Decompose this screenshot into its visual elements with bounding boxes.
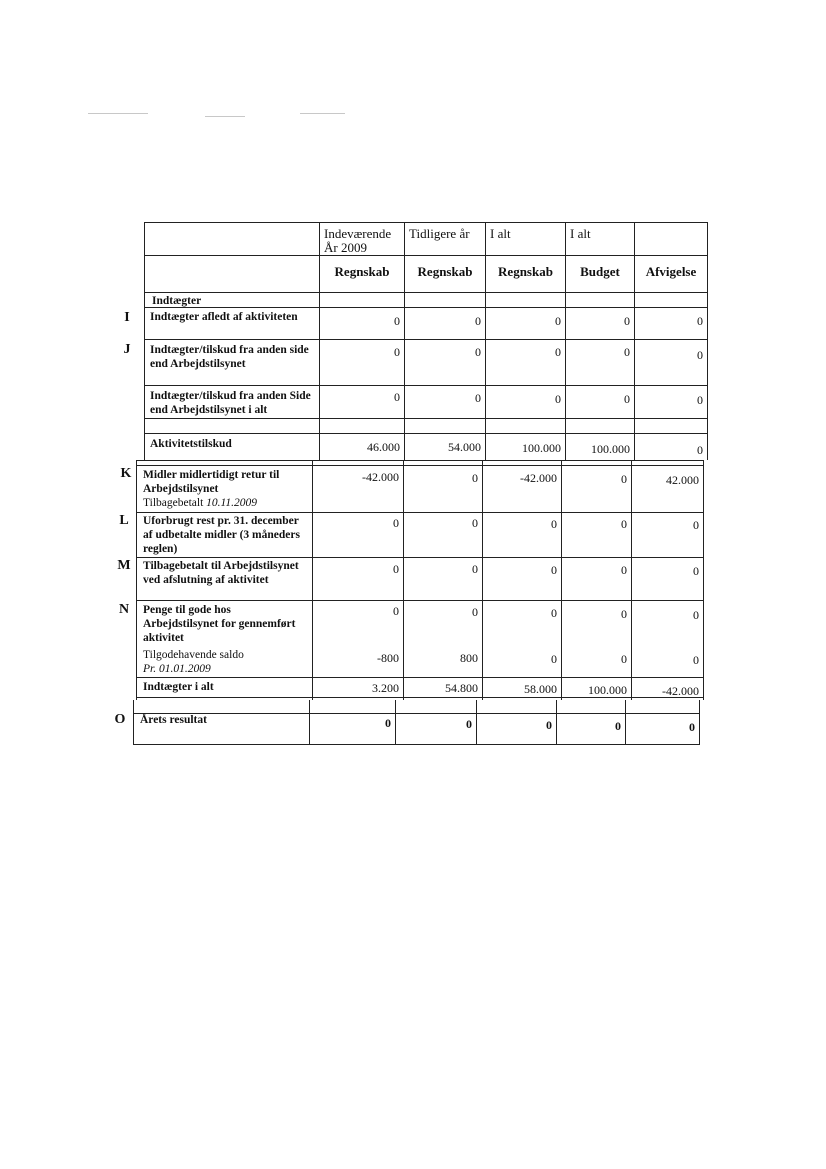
row-j-total-value: 0 [555,392,561,406]
row-i-value: 0 [697,314,703,328]
activity-grant-value: 100.000 [591,442,630,456]
row-label-income-total: Indtægter i alt [143,681,214,693]
scan-mark [88,113,148,114]
col1-type-header: Regnskab [334,264,390,279]
row-label-m: Tilbagebetalt til Arbejdstilsynet ved afslutning af aktivitet [143,560,299,586]
n-balance-value: 0 [621,652,627,666]
row-letter-j: J [123,342,131,357]
row-i-value: 0 [394,314,400,328]
row-o-value: 0 [466,717,472,731]
income-total-value: 100.000 [588,683,627,697]
scan-mark [300,113,345,114]
row-i-value: 0 [624,314,630,328]
row-i-value: 0 [555,314,561,328]
row-n-value: 0 [621,607,627,621]
row-label-i: Indtægter afledt af aktiviteten [150,311,298,323]
row-o-value: 0 [689,720,695,734]
col4-type-header: Budget [580,264,620,279]
col2-type-header: Regnskab [417,264,473,279]
income-total-value: 54.800 [445,681,478,695]
row-label-l: Uforbrugt rest pr. 31. december af udbetalte midler (3 måneders reglen) [143,515,300,555]
n-balance-value: 0 [551,652,557,666]
row-j-value: 0 [624,345,630,359]
row-m-value: 0 [621,563,627,577]
n-balance-date: Pr. 01.01.2009 [143,663,211,675]
row-j-total-value: 0 [475,391,481,405]
row-j-value: 0 [555,345,561,359]
row-label-o: Årets resultat [140,714,207,726]
row-label-j: Indtægter/tilskud fra anden side end Arbejdstilsynet [150,344,309,370]
row-i-value: 0 [475,314,481,328]
row-n-value: 0 [472,605,478,619]
row-label-j-total: Indtægter/tilskud fra anden Side end Arbejdstilsynet i alt [150,390,311,416]
row-j-value: 0 [697,348,703,362]
n-balance-value: 800 [460,651,478,665]
row-l-value: 0 [621,517,627,531]
n-balance-value: -800 [377,651,399,665]
row-o-value: 0 [546,718,552,732]
income-total-value: -42.000 [662,684,699,698]
row-k-note-date: 10.11.2009 [206,497,258,509]
row-letter-i: I [124,310,130,325]
scan-mark [205,116,245,117]
row-m-value: 0 [393,562,399,576]
row-j-total-value: 0 [394,390,400,404]
row-letter-m: M [117,558,131,573]
row-k-value: 0 [621,472,627,486]
income-total-value: 3.200 [372,681,399,695]
activity-grant-value: 54.000 [448,440,481,454]
row-k-value: 42.000 [666,473,699,487]
row-j-value: 0 [475,345,481,359]
col3-period-header: I alt [490,226,511,241]
row-o-value: 0 [385,716,391,730]
row-label-n: Penge til gode hos Arbejdstilsynet for gennemført aktivitet [143,604,296,644]
n-balance-label: Tilgodehavende saldo [143,649,244,661]
activity-grant-value: 46.000 [367,440,400,454]
col2-period-header: Tidligere år [409,226,470,241]
row-k-value: -42.000 [520,471,557,485]
row-k-label-text: Midler midlertidigt retur til Arbejdstilsynet [143,469,280,495]
row-l-value: 0 [693,518,699,532]
row-k-value: -42.000 [362,470,399,484]
n-balance-value: 0 [693,653,699,667]
col5-period-header [635,224,707,230]
row-l-value: 0 [472,516,478,530]
row-letter-o: O [114,712,126,727]
row-letter-l: L [119,513,129,528]
row-m-value: 0 [551,563,557,577]
section-heading-income: Indtægter [152,295,202,307]
row-j-total-value: 0 [624,392,630,406]
row-label-activity-grant: Aktivitetstilskud [150,438,232,450]
col4-period-header: I alt [570,226,591,241]
row-l-value: 0 [393,516,399,530]
col1-period-header: Indeværende År 2009 [324,226,392,255]
row-j-total-value: 0 [697,393,703,407]
row-n-value: 0 [393,604,399,618]
row-k-note: Tilbagebetalt [143,497,204,509]
row-l-value: 0 [551,517,557,531]
row-n-value: 0 [693,608,699,622]
col5-type-header: Afvigelse [645,264,697,279]
row-label-k [139,467,311,511]
row-j-value: 0 [394,345,400,359]
row-label-n-balance [139,647,311,677]
row-k-value: 0 [472,471,478,485]
row-letter-k: K [120,466,132,481]
activity-grant-value: 0 [697,443,703,457]
activity-grant-value: 100.000 [522,441,561,455]
row-m-value: 0 [472,562,478,576]
col3-type-header: Regnskab [498,264,553,279]
income-total-value: 58.000 [524,682,557,696]
row-m-value: 0 [693,564,699,578]
row-o-value: 0 [615,719,621,733]
row-n-value: 0 [551,606,557,620]
row-letter-n: N [118,602,130,617]
